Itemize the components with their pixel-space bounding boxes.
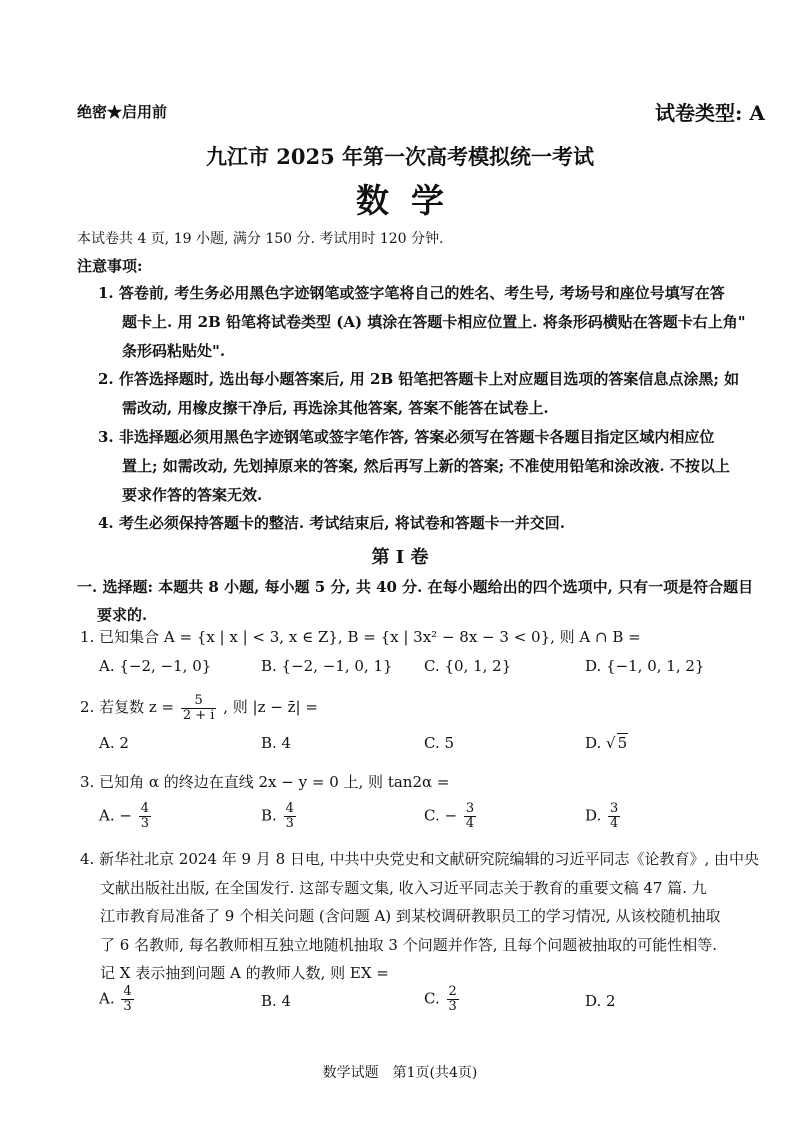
part-heading	[77, 573, 779, 629]
question-4-line: 4. 新华社北京 2024 年 9 月 8 日电, 中共中央党史和文献研究院编辑的习近平同志《论教育》, 由中央	[80, 850, 760, 868]
notice-item-line: 考生必须保持答题卡的整洁. 考试结束后, 将试卷和答题卡一并交回.	[118, 514, 566, 532]
question-3-stem: 3. 已知角 α 的终边在直线 2x − y = 0 上, 则 tan2α =	[80, 773, 450, 791]
notice-item-number: 4.	[98, 514, 114, 532]
part-heading-line: 要求的.	[97, 606, 148, 624]
exam-title: 九江市 2025 年第一次高考模拟统一考试	[205, 144, 595, 169]
question-2-option-b: B. 4	[261, 734, 292, 752]
fraction-numerator: 3	[610, 801, 619, 816]
notice-item-line: 非选择题必须用黑色字迹钢笔或签字笔作答, 答案必须写在答题卡各题目指定区域内相应位	[118, 428, 715, 446]
fraction-numerator: 4	[285, 801, 294, 816]
fraction-numerator: 4	[140, 801, 149, 816]
part-heading-line: 一. 选择题: 本题共 8 小题, 每小题 5 分, 共 40 分. 在每小题给出的四个选项中, 只有一项是符合题目	[77, 578, 754, 596]
question-2-prefix: 2. 若复数 z =	[80, 698, 175, 716]
option-label: A. −	[99, 806, 132, 825]
question-2-option-a: A. 2	[99, 734, 129, 752]
question-1-option-a: A. {−2, −1, 0}	[99, 657, 212, 675]
subject-title: 数学	[356, 181, 466, 220]
option-fraction	[464, 802, 476, 831]
question-1-option-b: B. {−2, −1, 0, 1}	[261, 657, 393, 675]
question-4-option-a	[99, 985, 136, 1014]
notice-item-line: 答卷前, 考生务必用黑色字迹钢笔或签字笔将自己的姓名、考生号, 考场号和座位号填写在答	[118, 284, 725, 302]
notice-item-number: 1.	[98, 284, 114, 302]
notice-item-4	[98, 509, 778, 538]
option-fraction	[284, 802, 296, 831]
option-fraction	[608, 802, 620, 831]
fraction-denominator: 3	[140, 816, 149, 831]
option-label: C. −	[424, 806, 458, 825]
option-d-label: D. √	[585, 734, 616, 752]
question-2-fraction	[181, 694, 217, 723]
fraction-denominator: 4	[465, 816, 475, 831]
question-1-stem: 1. 已知集合 A = {x | x | < 3, x ∈ Z}, B = {x | 3x² − 8x − 3 < 0}, 则 A ∩ B =	[80, 628, 641, 646]
fraction-numerator: 5	[181, 694, 217, 709]
question-4-line: 江市教育局准备了 9 个相关问题 (含问题 A) 到某校调研教职员工的学习情况, 从该校随机抽取	[100, 907, 721, 925]
question-1-option-c: C. {0, 1, 2}	[424, 657, 512, 675]
notice-item-line: 需改动, 用橡皮擦干净后, 再选涂其他答案, 答案不能答在试卷上.	[122, 399, 549, 417]
notice-item-number: 3.	[98, 428, 114, 446]
fraction-denominator: 3	[448, 999, 457, 1014]
question-1-option-d: D. {−1, 0, 1, 2}	[585, 657, 705, 675]
notice-item-2	[98, 365, 778, 423]
sqrt-radicand: 5	[617, 734, 628, 752]
confidential-label: 绝密★启用前	[77, 103, 168, 121]
paper-type-label: 试卷类型: A	[655, 101, 765, 125]
notice-item-line: 作答选择题时, 选出每小题答案后, 用 2B 铅笔把答题卡上对应题目选项的答案信息点涂黑; 如	[118, 370, 740, 388]
question-4-line: 文献出版社出版, 在全国发行. 这部专题文集, 收入习近平同志关于教育的重要文稿 47 篇. 九	[100, 878, 707, 897]
option-fraction	[121, 985, 133, 1014]
option-fraction	[139, 802, 151, 831]
fraction-denominator: 2 + i	[182, 707, 215, 723]
option-label: A.	[99, 989, 115, 1008]
question-2-option-d	[585, 734, 628, 752]
option-label: C.	[424, 989, 440, 1008]
question-2-option-c: C. 5	[424, 734, 455, 752]
section-title: 第 Ⅰ 卷	[371, 547, 429, 568]
question-4-line: 记 X 表示抽到问题 A 的教师人数, 则 EX =	[100, 964, 389, 982]
option-fraction	[447, 985, 459, 1014]
question-4-option-c	[424, 985, 461, 1014]
question-4-option-b: B. 4	[261, 992, 292, 1010]
fraction-numerator: 2	[448, 984, 457, 999]
exam-intro: 本试卷共 4 页, 19 小题, 满分 150 分. 考试用时 120 分钟.	[77, 231, 444, 247]
question-4-stem	[80, 845, 780, 988]
question-2-suffix: , 则 |z − z̄| =	[223, 698, 318, 716]
page-footer: 数学试题 第1页(共4页)	[322, 1065, 478, 1081]
notice-item-line: 要求作答的答案无效.	[122, 486, 263, 504]
fraction-numerator: 3	[465, 801, 475, 816]
question-3-option-c	[424, 802, 478, 831]
question-3-option-a	[99, 802, 153, 831]
fraction-numerator: 4	[123, 984, 132, 999]
fraction-denominator: 4	[610, 816, 619, 831]
fraction-denominator: 3	[123, 999, 132, 1014]
question-3-option-d	[585, 802, 622, 831]
notice-title: 注意事项:	[77, 257, 143, 275]
notice-item-3	[98, 423, 778, 510]
notice-item-line: 条形码粘贴处".	[122, 342, 226, 360]
question-4-line: 了 6 名教师, 每名教师相互独立地随机抽取 3 个问题并作答, 且每个问题被抽取的可能性相等.	[100, 935, 718, 954]
question-4-option-d: D. 2	[585, 992, 616, 1010]
option-label: B.	[261, 806, 277, 825]
notice-item-line: 置上; 如需改动, 先划掉原来的答案, 然后再写上新的答案; 不准使用铅笔和涂改液. 不按以上	[122, 457, 730, 475]
notice-item-line: 题卡上. 用 2B 铅笔将试卷类型 (A) 填涂在答题卡相应位置上. 将条形码横贴在答题卡右上角"	[122, 313, 746, 331]
fraction-denominator: 3	[285, 816, 294, 831]
option-label: D.	[585, 806, 602, 825]
notice-item-1	[98, 279, 778, 366]
question-3-option-b	[261, 802, 298, 831]
question-2-stem	[80, 693, 780, 723]
notice-item-number: 2.	[98, 370, 114, 388]
